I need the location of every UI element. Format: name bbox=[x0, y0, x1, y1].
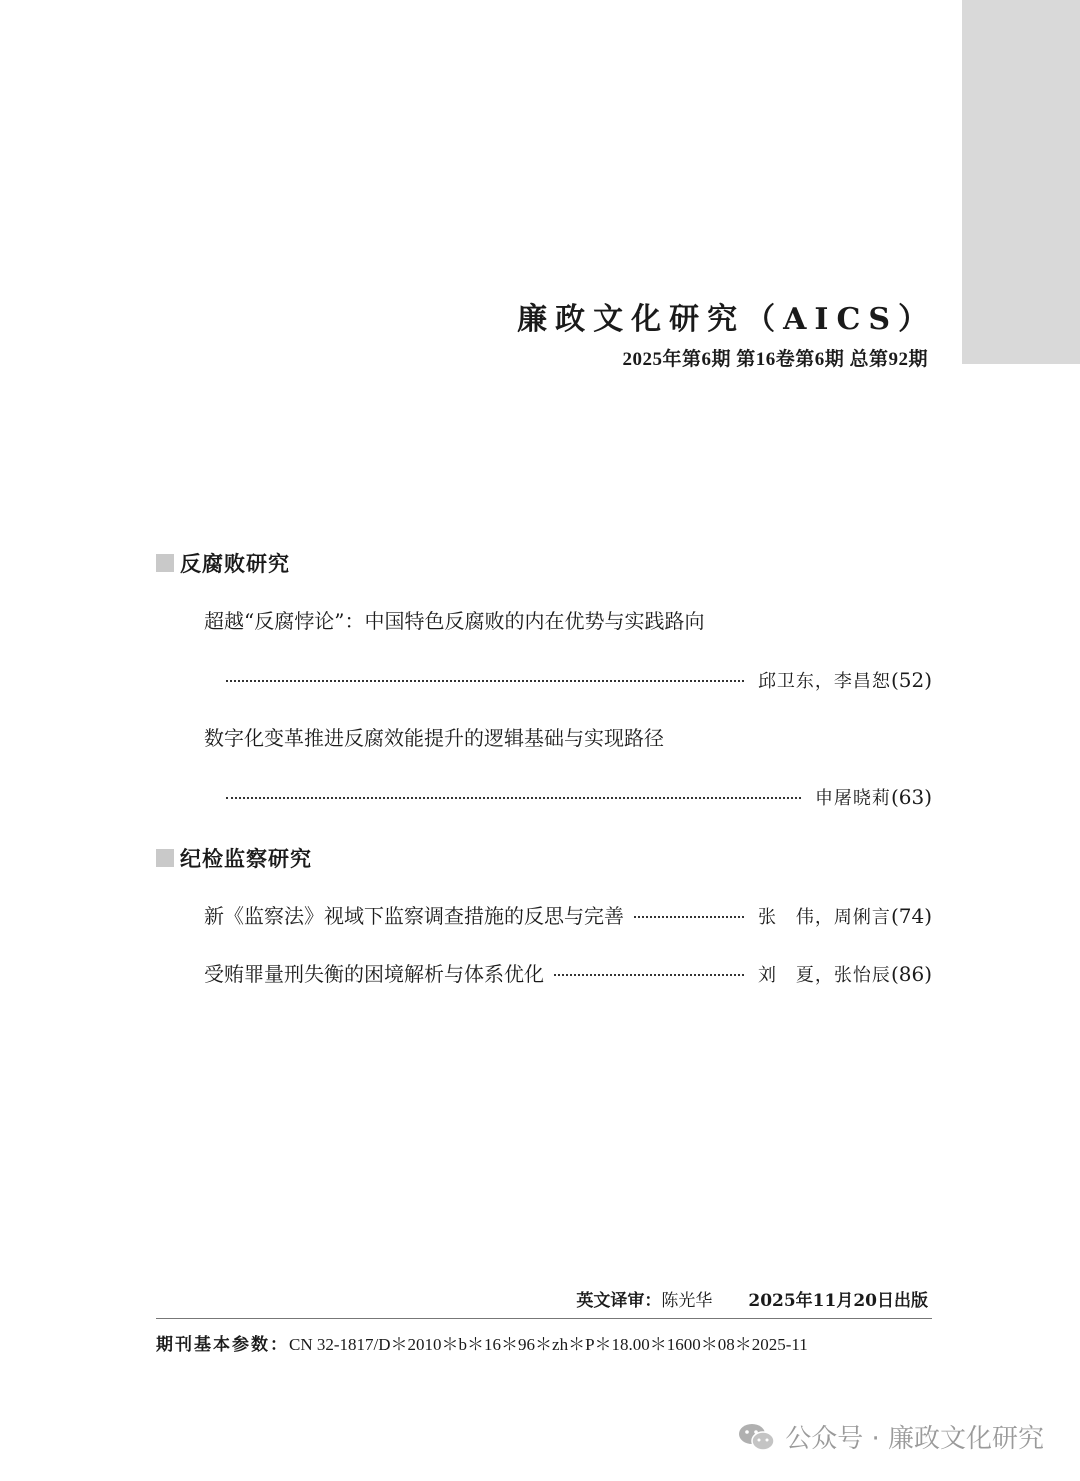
watermark-text: 公众号 · 廉政文化研究 bbox=[785, 1424, 1044, 1454]
entry-authors: 刘 夏，张怡辰 bbox=[757, 965, 891, 986]
entry-title[interactable]: 受贿罪量刑失衡的困境解析与体系优化 bbox=[204, 962, 544, 986]
entry-authors: 邱卫东，李昌恕 bbox=[757, 671, 891, 692]
section-square-icon bbox=[156, 849, 174, 867]
entry-page: (52) bbox=[890, 668, 932, 692]
dot-leader bbox=[634, 916, 744, 918]
wechat-icon bbox=[737, 1422, 777, 1452]
entry-authors: 张 伟，周俐言 bbox=[757, 907, 891, 928]
footer-credits bbox=[576, 1286, 928, 1311]
dot-leader bbox=[226, 797, 801, 799]
translator-name: 陈光华 bbox=[661, 1291, 713, 1311]
entry-leader-row bbox=[216, 783, 932, 813]
section-square-icon bbox=[156, 554, 174, 572]
masthead bbox=[517, 300, 936, 371]
params-value: CN 32-1817/D＊2010＊b＊16＊96＊zh＊P＊18.00＊1600＊08＊2025-11 bbox=[289, 1335, 808, 1354]
entry-row[interactable] bbox=[204, 960, 932, 990]
entry-page: (63) bbox=[890, 785, 932, 809]
section-heading bbox=[156, 843, 312, 873]
side-tab bbox=[962, 0, 1080, 364]
publish-date: 2025年11月20日出版 bbox=[748, 1291, 928, 1311]
journal-title: 廉政文化研究（AICS） bbox=[517, 302, 936, 337]
entry-row[interactable] bbox=[204, 902, 932, 932]
entry-title[interactable]: 新《监察法》视域下监察调查措施的反思与完善 bbox=[204, 904, 624, 928]
journal-params bbox=[156, 1330, 808, 1355]
entry-title[interactable]: 数字化变革推进反腐效能提升的逻辑基础与实现路径 bbox=[204, 726, 664, 750]
watermark bbox=[737, 1418, 1044, 1455]
translator-label: 英文译审： bbox=[576, 1291, 662, 1311]
section-heading bbox=[156, 548, 290, 578]
section-heading-text: 反腐败研究 bbox=[180, 552, 290, 576]
section-heading-text: 纪检监察研究 bbox=[180, 847, 312, 871]
footer-divider bbox=[156, 1318, 932, 1319]
issue-line: 2025年第6期 第16卷第6期 总第92期 bbox=[622, 349, 928, 370]
params-label: 期刊基本参数： bbox=[156, 1335, 289, 1355]
entry-title[interactable]: 超越“反腐悖论”：中国特色反腐败的内在优势与实践路向 bbox=[204, 609, 705, 633]
dot-leader bbox=[226, 680, 744, 682]
entry-authors: 申屠晓莉 bbox=[814, 788, 891, 809]
dot-leader bbox=[554, 974, 744, 976]
entry-leader-row bbox=[216, 666, 932, 696]
entry-page: (74) bbox=[890, 904, 932, 928]
entry-page: (86) bbox=[890, 962, 932, 986]
